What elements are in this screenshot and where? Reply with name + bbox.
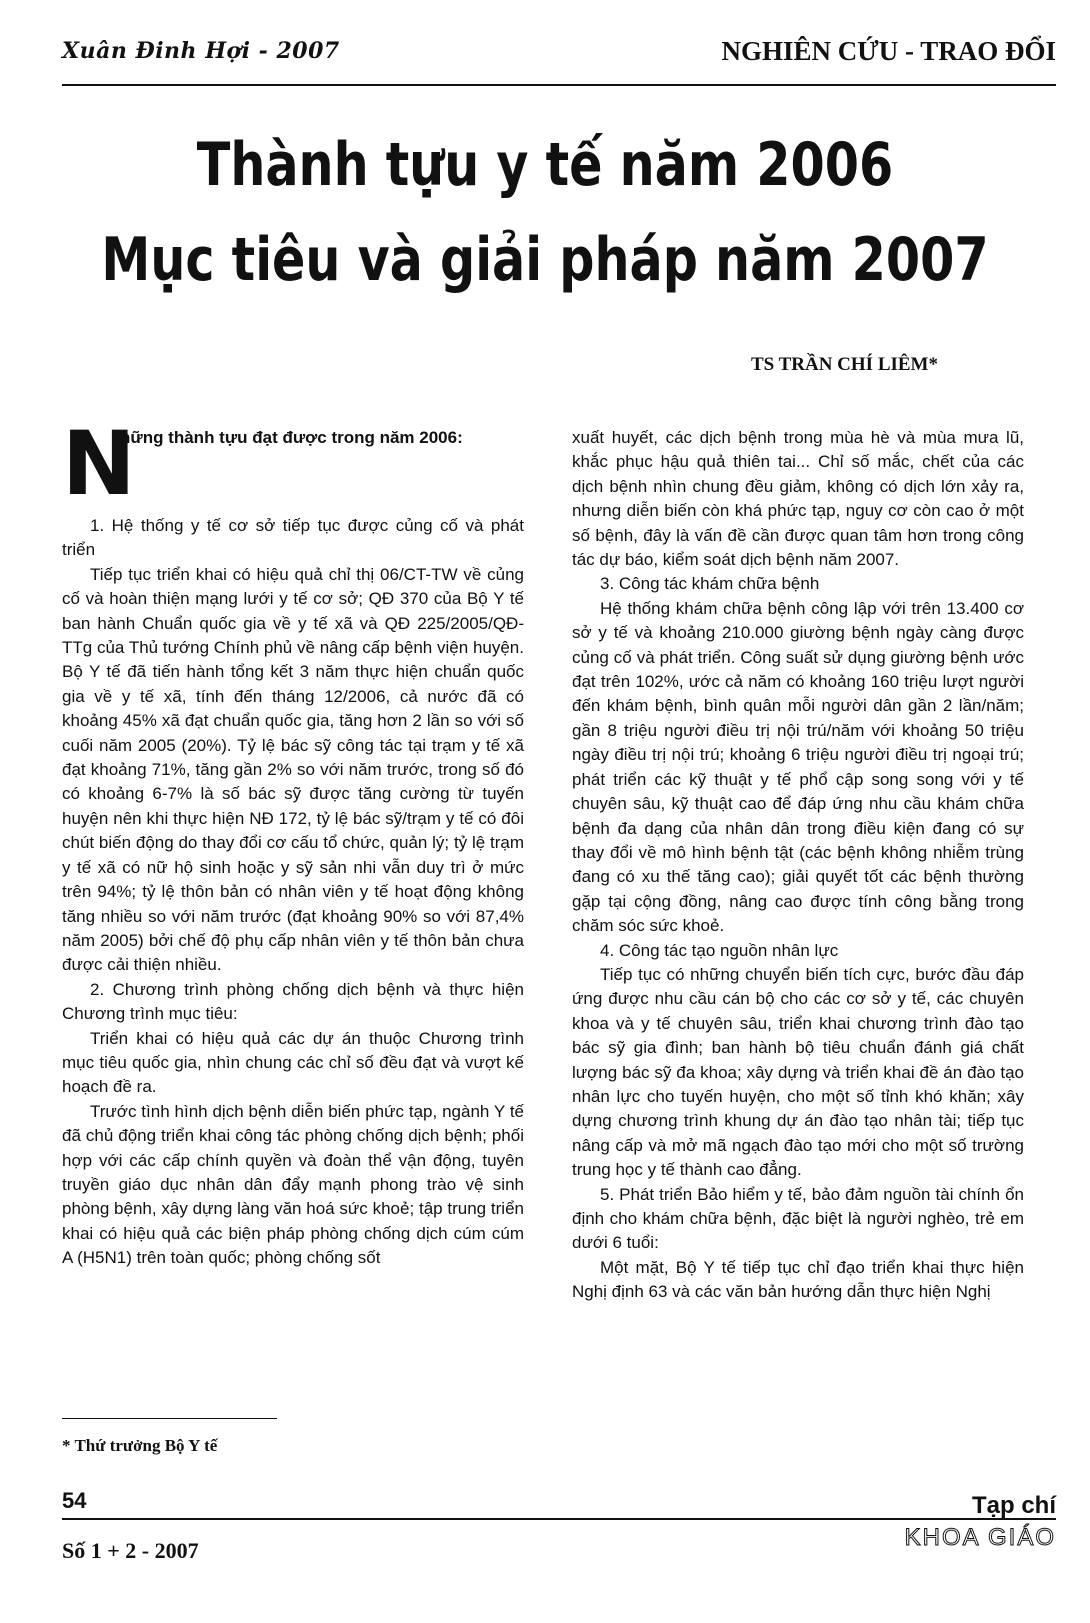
section-heading: 1. Hệ thống y tế cơ sở tiếp tục được củng cố và phát triển [62,516,524,560]
body-paragraph: Trước tình hình dịch bệnh diễn biến phức tạp, ngành Y tế đã chủ động triển khai công tác phòng chống dịch bệnh; phối hợp với các cấp chính quyền và đoàn thể vận động, tuyên truyền giáo dục nhân dân đẩy mạnh phong trào vệ sinh phòng bệnh, xây dựng làng văn hoá sức khoẻ; tập trung triển khai có hiệu quả các biện pháp phòng chống dịch cúm cúm A (H5N1) trên toàn quốc; phòng chống sốt [62,1101,524,1268]
section-heading: 5. Phát triển Bảo hiểm y tế, bảo đảm nguồn tài chính ổn định cho khám chữa bệnh, đặc biệt là người nghèo, trẻ em dưới 6 tuổi: [572,1184,1024,1253]
right-column [572,426,1024,1305]
footer-rule [62,1518,1056,1520]
left-column [62,412,524,1271]
article-title-line-1: Thành tựu y tế năm 2006 [196,130,894,200]
body-paragraph: Một mặt, Bộ Y tế tiếp tục chỉ đạo triển khai thực hiện Nghị định 63 và các văn bản hướng dẫn thực hiện Nghị [572,1257,1024,1302]
footnote: * Thứ trưởng Bộ Y tế [62,1436,218,1455]
drop-cap: N [62,412,136,515]
body-paragraph: Tiếp tục triển khai có hiệu quả chỉ thị 06/CT-TW về củng cố và hoàn thiện mạng lưới y tế cơ sở; QĐ 370 của Bộ Y tế ban hành Chuẩn quốc gia về y tế xã và QĐ 225/2005/QĐ-TTg của Thủ tướng Chính phủ về nâng cấp bệnh viện huyện. Bộ Y tế đã tiến hành tổng kết 3 năm thực hiện chuẩn quốc gia về y tế xã, tính đến tháng 12/2006, cả nước đã có khoảng 45% xã đạt chuẩn quốc gia, tăng hơn 2 lần so với số cuối năm 2005 (20%). Tỷ lệ bác sỹ công tác tại trạm y tế xã đạt khoảng 71%, tăng gần 2% so với năm trước, trong số đó có khoảng 6-7% là số bác sỹ được tăng cường từ tuyến huyện nên khi thực hiện NĐ 172, tỷ lệ bác sỹ/trạm y tế có đôi chút biến động do thay đổi cơ cấu tổ chức, quản lý; tỷ lệ trạm y tế xã có nữ hộ sinh hoặc y sỹ sản nhi vẫn duy trì ở mức trên 94%; tỷ lệ thôn bản có nhân viên y tế hoạt động không tăng nhiều so với năm trước (đạt khoảng 90% so với 87,4% năm 2005) bởi chế độ phụ cấp nhân viên y tế thôn bản chưa được cải thiện nhiều. [62,564,524,975]
magazine-name-line-1: Tạp chí [971,1492,1056,1519]
running-header-section: NGHIÊN CỨU - TRAO ĐỔI [721,36,1056,66]
issue-number: Số 1 + 2 - 2007 [62,1538,199,1563]
footnote-rule [62,1418,277,1419]
section-heading: 3. Công tác khám chữa bệnh [600,574,820,594]
header-rule [62,84,1056,86]
page-number: 54 [62,1488,87,1513]
magazine-name-line-2: KHOA GIÁO [904,1524,1056,1551]
body-paragraph: Triển khai có hiệu quả các dự án thuộc Chương trình mục tiêu quốc gia, nhìn chung các chỉ số đều đạt và vượt kế hoạch đề ra. [62,1028,524,1097]
body-paragraph: Tiếp tục có những chuyển biến tích cực, bước đầu đáp ứng được nhu cầu cán bộ cho các cơ sở y tế, các chuyên khoa và y tế chuyên sâu, triển khai chương trình đào tạo bác sỹ gia đình; ban hành bộ tiêu chuẩn đánh giá chất lượng bác sỹ đa khoa; xây dựng và triển khai đề án đào tạo nhân lực cho tuyến huyện, cho một số tỉnh khó khăn; xây dựng chương trình khung dự án đào tạo nhân tài; tiếp tục nâng cấp và mở mã ngạch đào tạo mới cho một số trường trung học y tế thành cao đẳng. [572,964,1024,1180]
body-paragraph: Hệ thống khám chữa bệnh công lập với trên 13.400 cơ sở y tế và khoảng 210.000 giường bệnh ngày càng được củng cố và phát triển. Công suất sử dụng giường bệnh ước đạt trên 102%, ước cả năm có khoảng 160 triệu lượt người đến khám bệnh, bình quân mỗi người dân gần 2 lần/năm; gần 8 triệu người điều trị nội trú/năm với khoảng 50 triệu ngày điều trị nội trú; khoảng 6 triệu người điều trị ngoại trú; phát triển các kỹ thuật y tế phổ cập song song với y tế chuyên sâu, kỹ thuật cao để đáp ứng nhu cầu khám chữa bệnh đa dạng của nhân dân trong điều kiện đang có sự thay đổi về mô hình bệnh tật (các bệnh không nhiễm trùng đang có xu thế tăng cao); giải quyết tốt các bệnh thường gặp tại cộng đồng, nâng cao được tính công bằng trong chăm sóc sức khoẻ. [572,598,1024,936]
body-paragraph: xuất huyết, các dịch bệnh trong mùa hè và mùa mưa lũ, khắc phục hậu quả thiên tai... Chỉ số mắc, chết của các dịch bệnh nhìn chung đều giảm, không có dịch lớn xảy ra, nhưng diễn biến còn khá phức tạp, nguy cơ còn cao ở một số bệnh, đây là vấn đề cần được quan tâm hơn trong công tác dự báo, kiểm soát dịch bệnh năm 2007. [572,428,1024,570]
lead-heading: hững thành tựu đạt được trong năm 2006: [120,428,463,447]
section-heading: 2. Chương trình phòng chống dịch bệnh và thực hiện Chương trình mục tiêu: [62,979,524,1024]
lead-block [62,412,524,515]
section-heading: 4. Công tác tạo nguồn nhân lực [600,940,839,960]
running-header-left: Xuân Đinh Hợi - 2007 [62,38,340,64]
article-author: TS TRẦN CHÍ LIÊM* [750,354,938,375]
article-title-line-2: Mục tiêu và giải pháp năm 2007 [101,225,989,295]
